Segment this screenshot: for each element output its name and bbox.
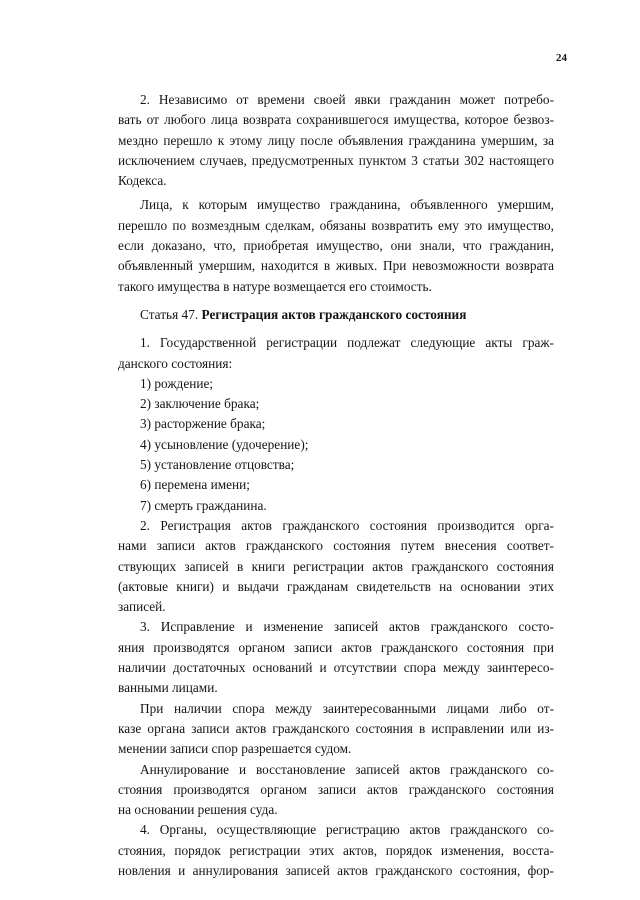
text-line: яния производятся органом записи актов гражданского состояния при [118, 639, 554, 655]
text-line: 4. Органы, осуществляющие регистрацию актов гражданского со- [140, 822, 554, 838]
text-line: 1. Государственной регистрации подлежат следующие акты граж- [140, 335, 554, 351]
paragraph-dispute [118, 699, 554, 760]
text-line: данского состояния: [118, 355, 233, 371]
paragraph-compensated-transactions [118, 195, 554, 296]
list-item: 2) заключение брака; [140, 396, 260, 412]
page-number: 24 [556, 52, 567, 64]
paragraph-point-1 [118, 333, 554, 374]
text-line: стояния, порядок регистрации этих актов, порядок изменения, восста- [118, 842, 554, 858]
text-line: Лица, к которым имущество гражданина, объявленного умершим, [140, 197, 554, 213]
list-item: 1) рождение; [140, 375, 214, 391]
text-line: на основании решения суда. [118, 802, 278, 818]
text-line: перешло по возмездным сделкам, обязаны возвратить ему это имущество, [118, 217, 554, 233]
text-line: наличии достаточных оснований и отсутствии спора между заинтересо- [118, 660, 554, 676]
text-line: новления и аннулирования записей актов гражданского состояния, фор- [118, 862, 554, 878]
paragraph-point-3 [118, 617, 554, 698]
list-item: 7) смерть гражданина. [140, 497, 267, 513]
text-line: Аннулирование и восстановление записей актов гражданского со- [140, 761, 554, 777]
text-line: казе органа записи актов гражданского состояния в исправлении или из- [118, 720, 554, 736]
text-line: стояния производятся органом записи актов гражданского состояния [118, 781, 554, 797]
list-item: 3) расторжение брака; [140, 416, 266, 432]
paragraph-point-4 [118, 820, 554, 881]
list-item: 4) усыновление (удочерение); [140, 436, 309, 452]
text-line: (актовые книги) и выдачи гражданам свидетельств на основании этих [118, 578, 554, 594]
paragraph-point-2 [118, 516, 554, 617]
list-item: 6) перемена имени; [140, 477, 250, 493]
text-line: менении записи спор разрешается судом. [118, 741, 352, 757]
document-body [118, 90, 554, 881]
text-line: 2. Независимо от времени своей явки гражданин может потребо- [140, 92, 554, 107]
list-item: 5) установление отцовства; [140, 457, 295, 473]
text-line: исключением случаев, предусмотренных пунктом 3 статьи 302 настоящего [118, 152, 554, 168]
text-line: 3. Исправление и изменение записей актов гражданского состо- [140, 619, 554, 635]
text-line: Кодекса. [118, 173, 167, 189]
text-line: записей. [118, 599, 166, 615]
text-line: 2. Регистрация актов гражданского состояния производится орга- [140, 517, 554, 533]
text-line: вать от любого лица возврата сохранившегося имущества, которое безвоз- [118, 112, 554, 128]
text-line: ванными лицами. [118, 680, 218, 696]
article-heading [118, 305, 554, 325]
paragraph-return-of-property [118, 90, 554, 191]
paragraph-annulment [118, 760, 554, 821]
article-number: Статья 47. [140, 306, 202, 322]
text-line: объявленный умершим, находится в живых. При невозможности возврата [118, 258, 554, 274]
text-line: При наличии спора между заинтересованными лицами либо от- [140, 700, 554, 716]
text-line: такого имущества в натуре возмещается его стоимость. [118, 278, 432, 294]
article-title: Регистрация актов гражданского состояния [201, 306, 467, 322]
text-line: ствующих записей в книги регистрации актов гражданского состояния [118, 558, 554, 574]
text-line: если доказано, что, приобретая имущество, они знали, что гражданин, [118, 238, 554, 254]
text-line: мездно перешло к этому лицу после объявления гражданина умершим, за [118, 132, 554, 148]
acts-list [118, 374, 554, 516]
text-line: нами записи актов гражданского состояния путем внесения соответ- [118, 538, 554, 554]
